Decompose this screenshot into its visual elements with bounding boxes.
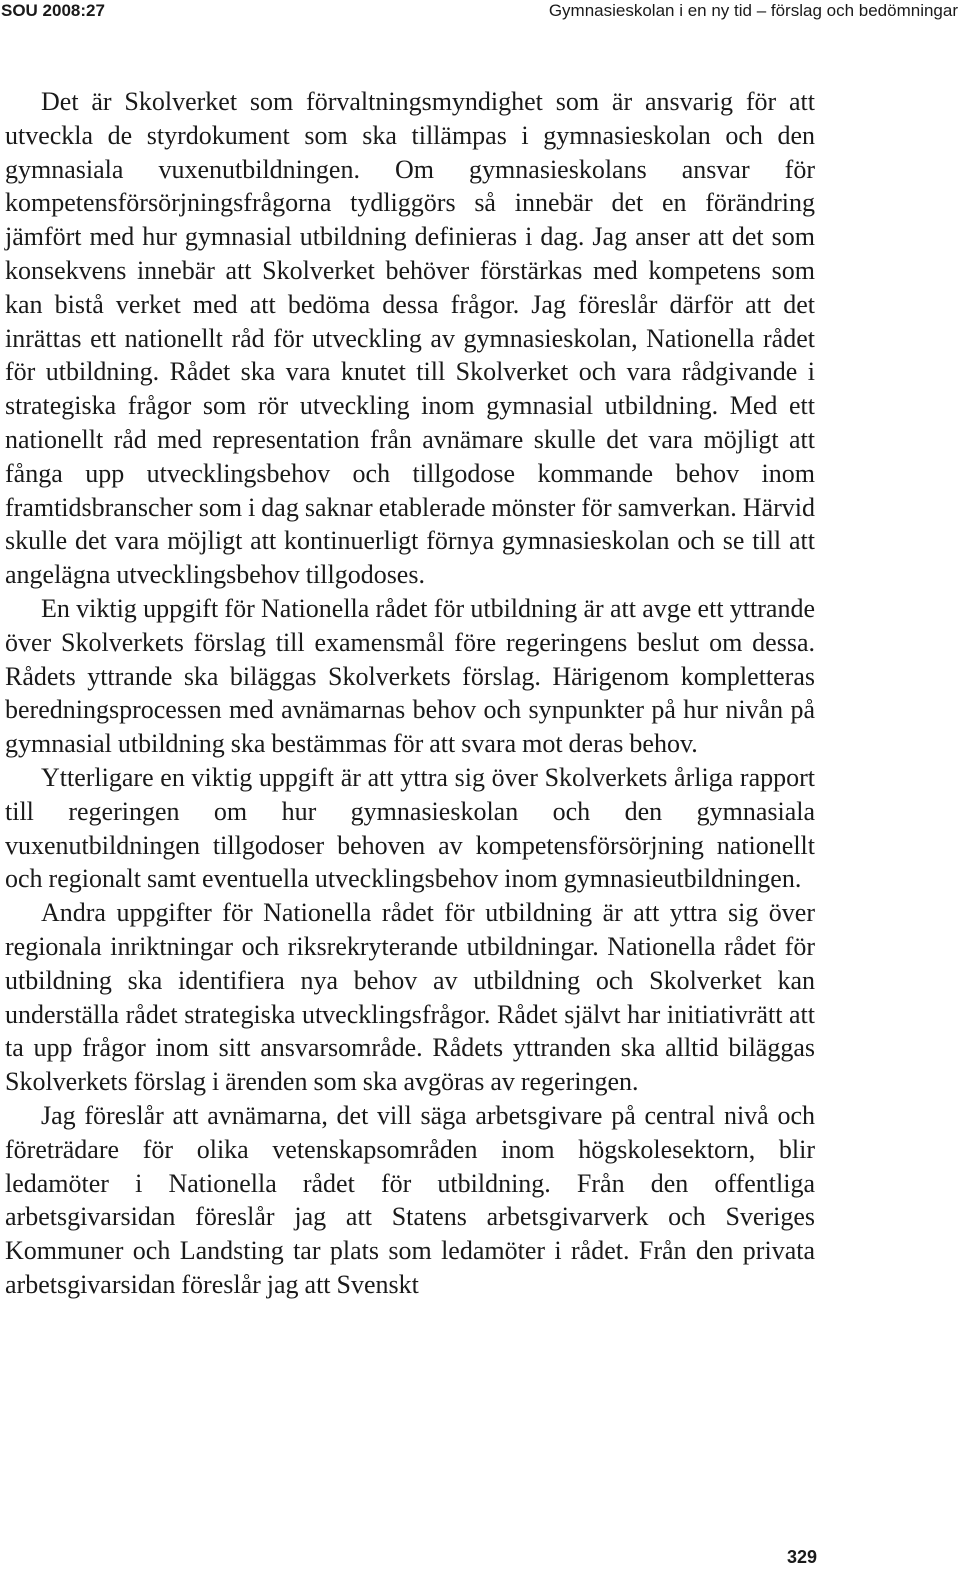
paragraph-3: Ytterligare en viktig uppgift är att yttra sig över Skolverkets årliga rapport till regeringen om hur gymnasieskolan och den gymnasiala vuxenutbildningen tillgodoser behoven av kompetensförsörjning nationellt och regionalt samt eventuella utvecklingsbehov inom gymnasieutbildningen. bbox=[5, 762, 815, 894]
chapter-title: Gymnasieskolan i en ny tid – förslag och bedömningar bbox=[548, 1, 958, 20]
page-number: 329 bbox=[786, 1547, 817, 1567]
paragraph-2: En viktig uppgift för Nationella rådet för utbildning är att avge ett yttrande över Skolverkets förslag till examensmål före regeringens beslut om dessa. Rådets yttrande ska biläggas Skolverkets förslag. Härigenom kompletteras beredningsprocessen med avnämarnas behov och synpunkter på hur nivån på gymnasial utbildning ska bestämmas för att svara mot deras behov. bbox=[5, 593, 815, 759]
running-header bbox=[0, 0, 960, 26]
paragraph-5: Jag föreslår att avnämarna, det vill säga arbetsgivare på central nivå och företrädare för olika vetenskapsområden inom högskolesektorn, blir ledamöter i Nationella rådet för utbildning. Från den offentliga arbetsgivarsidan föreslår jag att Statens arbetsgivarverk och Sveriges Kommuner och Landsting tar plats som ledamöter i rådet. Från den privata arbetsgivarsidan föreslår jag att Svenskt bbox=[5, 1100, 815, 1299]
body-text bbox=[5, 85, 815, 1302]
report-number: SOU 2008:27 bbox=[1, 1, 105, 20]
paragraph-4: Andra uppgifter för Nationella rådet för utbildning är att yttra sig över regionala inriktningar och riksrekryterande utbildningar. Nationella rådet för utbildning ska identifiera nya behov av utbildning och Skolverket kan underställa rådet strategiska utvecklingsfrågor. Rådet självt har initiativrätt att ta upp frågor inom sitt ansvarsområde. Rådets yttranden ska alltid biläggas Skolverkets förslag i ärenden som ska avgöras av regeringen. bbox=[5, 898, 815, 1097]
paragraph-1: Det är Skolverket som förvaltningsmyndighet som är ansvarig för att utveckla de styrdokument som ska tillämpas i gymnasieskolan och den gymnasiala vuxenutbildningen. Om gymnasieskolans ansvar för kompetensförsörjningsfrågorna tydliggörs så innebär det en förändring jämfört med hur gymnasial utbildning definieras i dag. Jag anser att det som konsekvens innebär att Skolverket behöver förstärkas med kompetens som kan bistå verket med att bedöma dessa frågor. Jag föreslår därför att det inrättas ett nationellt råd för utveckling av gymnasieskolan, Nationella rådet för utbildning. Rådet ska vara knutet till Skolverket och vara rådgivande i strategiska frågor som rör utveckling inom gymnasial utbildning. Med ett nationellt råd med representation från avnämare skulle det vara möjligt att fånga upp utvecklingsbehov och tillgodose kommande behov inom framtidsbranscher som i dag saknar etablerade mönster för samverkan. Härvid skulle det vara möjligt att kontinuerligt förnya gymnasieskolan och se till att angelägna utvecklingsbehov tillgodoses. bbox=[5, 87, 815, 590]
